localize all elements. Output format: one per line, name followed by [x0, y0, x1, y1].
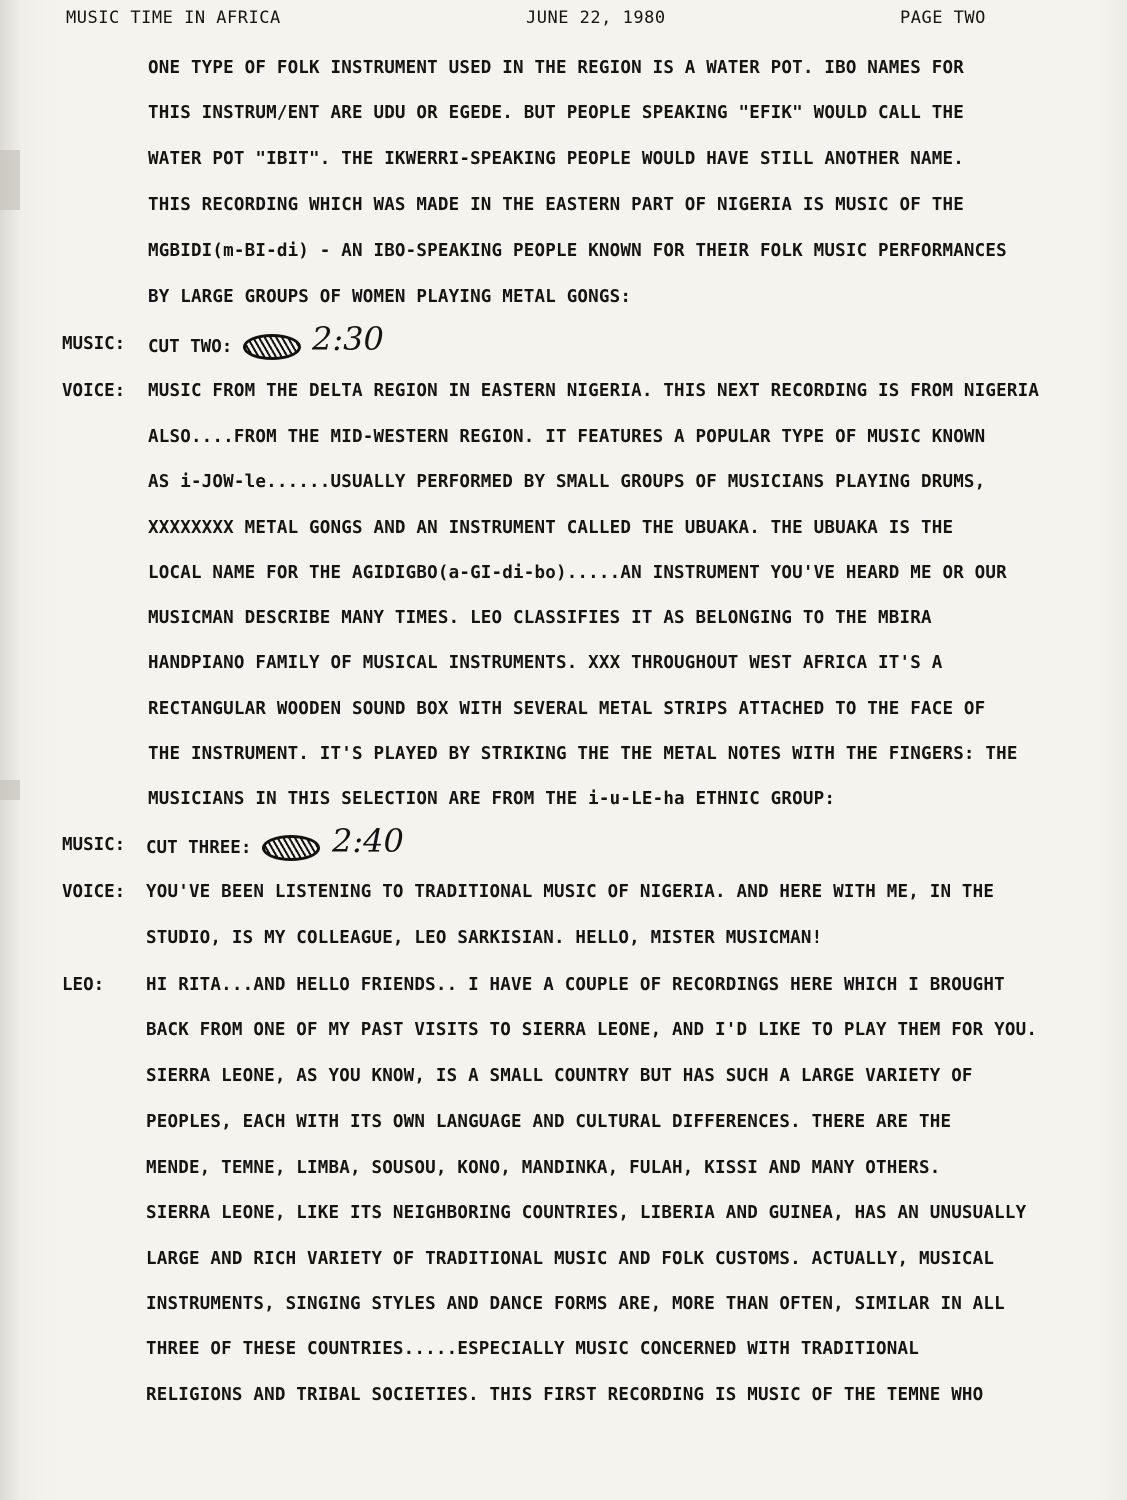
music-cue [146, 835, 320, 861]
text-line: STUDIO, IS MY COLLEAGUE, LEO SARKISIAN. HELLO, MISTER MUSICMAN! [146, 928, 823, 948]
text-line: HI RITA...AND HELLO FRIENDS.. I HAVE A COUPLE OF RECORDINGS HERE WHICH I BROUGHT [146, 975, 1005, 995]
text-line: YOU'VE BEEN LISTENING TO TRADITIONAL MUSIC OF NIGERIA. AND HERE WITH ME, IN THE [146, 882, 995, 902]
speaker-label: VOICE: [62, 381, 126, 401]
text-line: LARGE AND RICH VARIETY OF TRADITIONAL MUSIC AND FOLK CUSTOMS. ACTUALLY, MUSICAL [146, 1249, 995, 1269]
cue-label: CUT TWO: [148, 337, 233, 357]
text-line: RECTANGULAR WOODEN SOUND BOX WITH SEVERAL METAL STRIPS ATTACHED TO THE FACE OF [148, 699, 986, 719]
text-line: THIS INSTRUM/ENT ARE UDU OR EGEDE. BUT PEOPLE SPEAKING "EFIK" WOULD CALL THE [148, 103, 964, 123]
cue-label: CUT THREE: [146, 838, 252, 858]
text-line: MUSIC FROM THE DELTA REGION IN EASTERN NIGERIA. THIS NEXT RECORDING IS FROM NIGERIA [148, 381, 1040, 401]
text-line: XXXXXXXX METAL GONGS AND AN INSTRUMENT CALLED THE UBUAKA. THE UBUAKA IS THE [148, 518, 954, 538]
text-line: ALSO....FROM THE MID-WESTERN REGION. IT FEATURES A POPULAR TYPE OF MUSIC KNOWN [148, 427, 986, 447]
text-line: BY LARGE GROUPS OF WOMEN PLAYING METAL GONGS: [148, 287, 632, 307]
page-number: PAGE TWO [900, 8, 986, 28]
text-line: MGBIDI(m-BI-di) - AN IBO-SPEAKING PEOPLE KNOWN FOR THEIR FOLK MUSIC PERFORMANCES [148, 241, 1007, 261]
text-line: AS i-JOW-le......USUALLY PERFORMED BY SMALL GROUPS OF MUSICIANS PLAYING DRUMS, [148, 472, 986, 492]
handwritten-time: 2:40 [332, 822, 404, 860]
text-line: BACK FROM ONE OF MY PAST VISITS TO SIERRA LEONE, AND I'D LIKE TO PLAY THEM FOR YOU. [146, 1020, 1038, 1040]
page-header [66, 8, 1087, 32]
text-line: INSTRUMENTS, SINGING STYLES AND DANCE FORMS ARE, MORE THAN OFTEN, SIMILAR IN ALL [146, 1294, 1005, 1314]
text-line: MUSICIANS IN THIS SELECTION ARE FROM THE i-u-LE-ha ETHNIC GROUP: [148, 789, 836, 809]
speaker-label: LEO: [62, 975, 105, 995]
scribble-mark [243, 334, 301, 360]
text-line: SIERRA LEONE, LIKE ITS NEIGHBORING COUNTRIES, LIBERIA AND GUINEA, HAS AN UNUSUALLY [146, 1203, 1027, 1223]
scan-shadow [0, 780, 20, 800]
text-line: THREE OF THESE COUNTRIES.....ESPECIALLY MUSIC CONCERNED WITH TRADITIONAL [146, 1339, 919, 1359]
text-line: THIS RECORDING WHICH WAS MADE IN THE EASTERN PART OF NIGERIA IS MUSIC OF THE [148, 195, 964, 215]
text-line: PEOPLES, EACH WITH ITS OWN LANGUAGE AND CULTURAL DIFFERENCES. THERE ARE THE [146, 1112, 952, 1132]
music-cue [148, 334, 301, 360]
text-line: MUSICMAN DESCRIBE MANY TIMES. LEO CLASSIFIES IT AS BELONGING TO THE MBIRA [148, 608, 932, 628]
text-line: RELIGIONS AND TRIBAL SOCIETIES. THIS FIRST RECORDING IS MUSIC OF THE TEMNE WHO [146, 1385, 984, 1405]
program-title: MUSIC TIME IN AFRICA [66, 8, 281, 28]
speaker-label: MUSIC: [62, 835, 126, 855]
text-line: SIERRA LEONE, AS YOU KNOW, IS A SMALL COUNTRY BUT HAS SUCH A LARGE VARIETY OF [146, 1066, 973, 1086]
text-line: LOCAL NAME FOR THE AGIDIGBO(a-GI-di-bo).....AN INSTRUMENT YOU'VE HEARD ME OR OUR [148, 563, 1007, 583]
text-line: THE INSTRUMENT. IT'S PLAYED BY STRIKING THE THE METAL NOTES WITH THE FINGERS: THE [148, 744, 1018, 764]
speaker-label: VOICE: [62, 882, 126, 902]
text-line: MENDE, TEMNE, LIMBA, SOUSOU, KONO, MANDINKA, FULAH, KISSI AND MANY OTHERS. [146, 1158, 941, 1178]
speaker-label: MUSIC: [62, 334, 126, 354]
handwritten-time: 2:30 [312, 320, 384, 358]
text-line: WATER POT "IBIT". THE IKWERRI-SPEAKING PEOPLE WOULD HAVE STILL ANOTHER NAME. [148, 149, 964, 169]
text-line: HANDPIANO FAMILY OF MUSICAL INSTRUMENTS. XXX THROUGHOUT WEST AFRICA IT'S A [148, 653, 943, 673]
scan-shadow [0, 150, 20, 210]
text-line: ONE TYPE OF FOLK INSTRUMENT USED IN THE REGION IS A WATER POT. IBO NAMES FOR [148, 58, 964, 78]
scribble-mark [262, 835, 320, 861]
date: JUNE 22, 1980 [526, 8, 666, 28]
